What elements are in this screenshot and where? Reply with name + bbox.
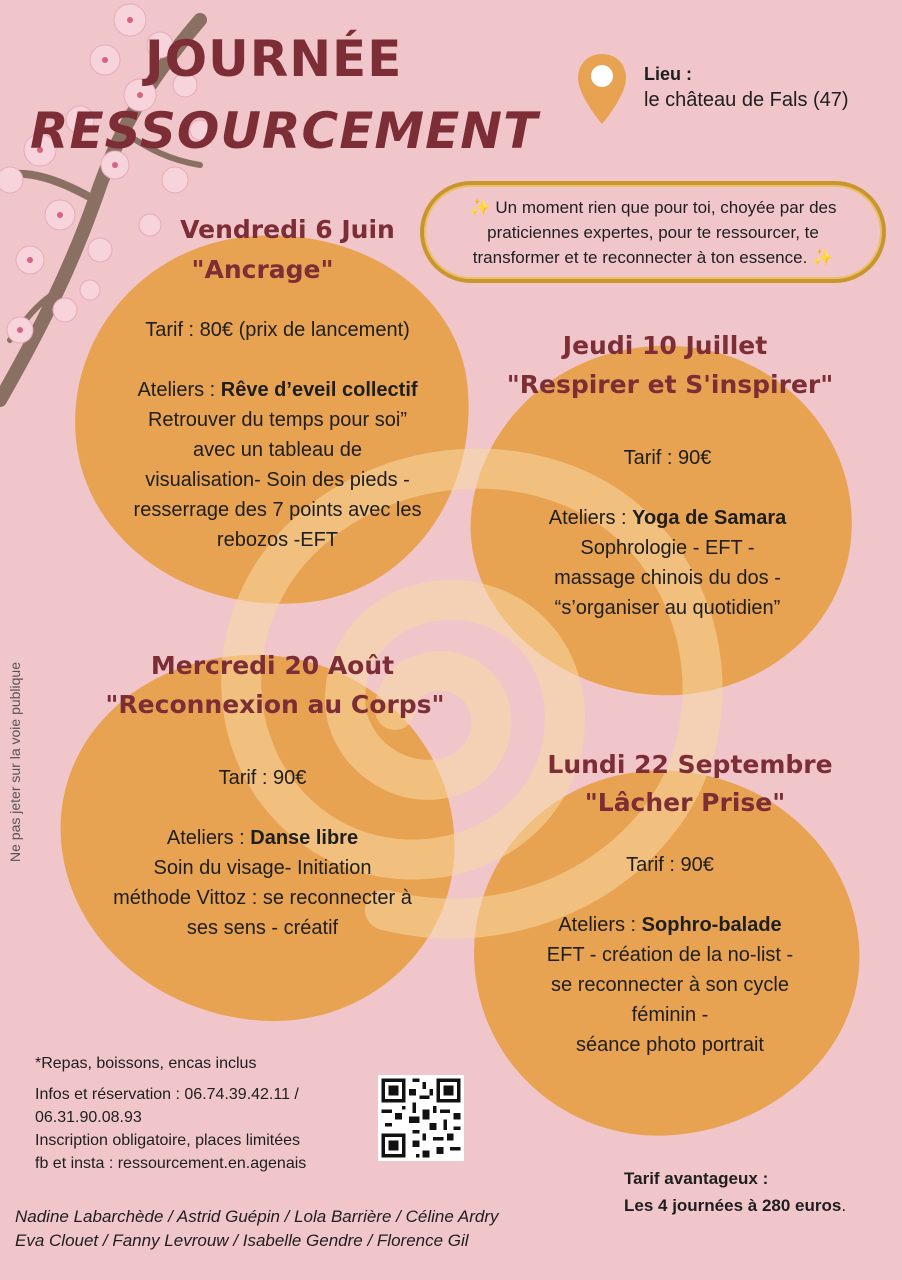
meals-note: *Repas, boissons, encas inclus [35,1055,257,1072]
event-3-date: Mercredi 20 Août [150,651,395,680]
event-3-line: ses sens - créatif [186,917,339,939]
names-line-1: Nadine Labarchède / Astrid Guépin / Lola Barrière / Céline Ardry [15,1207,499,1226]
event-3-ateliers-label: Ateliers : [166,827,251,849]
event-1-line: avec un tableau de [192,439,363,461]
info-block [35,1052,306,1175]
event-1-line: visualisation- Soin des pieds - [145,469,410,491]
event-2-line: “s’organiser au quotidien” [554,597,781,619]
practitioner-names [15,1205,499,1253]
event-4-ateliers-label: Ateliers : [558,914,642,936]
event-4-date: Lundi 22 Septembre [547,750,833,779]
event-1-date: Vendredi 6 Juin [180,215,395,244]
event-2-body [480,443,855,623]
event-1-ateliers-label: Ateliers : [137,379,221,401]
event-4-body [480,850,860,1060]
names-line-2: Eva Clouet / Fanny Levrouw / Isabelle Gendre / Florence Gil [15,1231,469,1250]
event-1-line: rebozos -EFT [216,529,339,551]
title-line-2: RESSOURCEMENT [30,102,539,160]
event-4-ateliers-highlight: Sophro-balade [641,914,782,936]
event-2-date: Jeudi 10 Juillet [562,331,768,360]
event-3-line: méthode Vittoz : se reconnecter à [113,887,412,909]
contact-line-1: Infos et réservation : 06.74.39.42.11 / [35,1086,299,1103]
event-2-line: Sophrologie - EFT - [580,537,755,559]
event-2-ateliers-highlight: Yoga de Samara [632,507,787,529]
deal-period: . [841,1196,847,1215]
event-2-line: massage chinois du dos - [554,567,781,589]
social-handle: fb et insta : ressourcement.en.agenais [35,1155,307,1172]
event-3-theme: "Reconnexion au Corps" [105,690,445,719]
location-label: Lieu : [644,64,692,84]
sparkle-icon: ✨ [469,197,491,217]
title-line-1: JOURNÉE [145,30,403,88]
event-4-tarif: Tarif : 90€ [626,854,714,876]
event-3-body [65,763,460,943]
event-4-line: EFT - création de la no-list - [546,944,794,966]
deal-line-2: Les 4 journées à 280 euros [624,1196,842,1215]
event-1-line: Retrouver du temps pour soi” [147,409,407,431]
event-4-line: se reconnecter à son cycle [551,974,789,996]
event-1-tarif: Tarif : 80€ (prix de lancement) [145,319,410,341]
event-3-tarif: Tarif : 90€ [218,767,307,789]
deal-block [624,1165,846,1219]
event-2-theme: "Respirer et S'inspirer" [506,370,834,399]
event-3-ateliers-highlight: Danse libre [250,827,359,849]
location-pin-icon [576,52,628,126]
event-2-ateliers-label: Ateliers : [548,507,633,529]
contact-line-2: 06.31.90.08.93 [35,1109,142,1126]
event-4-line: féminin - [631,1004,709,1026]
event-4-line: séance photo portrait [576,1034,764,1056]
event-1-ateliers-highlight: Rêve d’eveil collectif [220,379,418,401]
deal-line-1: Tarif avantageux : [624,1169,769,1188]
location-value: le château de Fals (47) [644,89,849,111]
event-1-body [90,315,465,555]
sparkle-icon: ✨ [812,247,834,267]
event-4-theme: "Lâcher Prise" [584,788,786,817]
event-1-theme: "Ancrage" [191,255,334,284]
event-3-line: Soin du visage- Initiation [153,857,372,879]
qr-code-icon[interactable] [378,1075,464,1161]
event-2-tarif: Tarif : 90€ [623,447,712,469]
side-note: Ne pas jeter sur la voie publique [7,661,23,862]
intro-text: Un moment rien que pour toi, choyée par des praticiennes expertes, pour te ressourcer, te transformer et te reconnecter à ton essence. [472,197,837,267]
registration-note: Inscription obligatoire, places limitées [35,1132,301,1149]
event-1-line: resserrage des 7 points avec les [133,499,422,521]
